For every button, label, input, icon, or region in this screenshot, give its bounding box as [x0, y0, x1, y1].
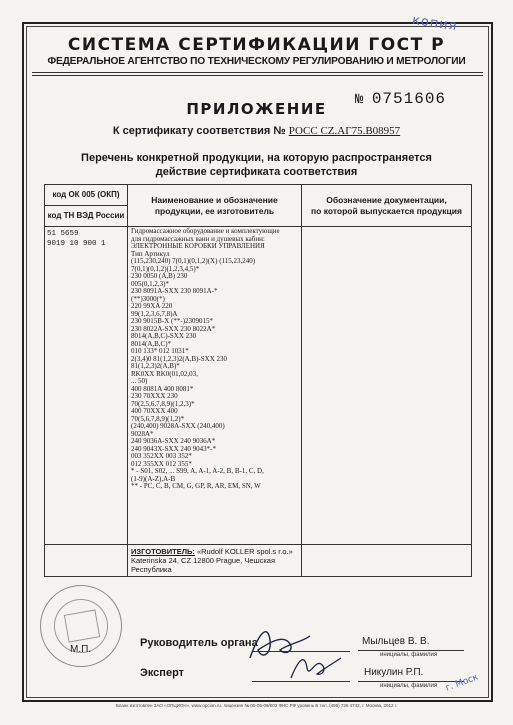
list-title-line1: Перечень конкретной продукции, на которую распространяется [81, 152, 432, 164]
manufacturer-cell [128, 545, 302, 577]
doc-header-line1: Обозначение документации, [326, 194, 447, 205]
manufacturer-doc-cell [302, 545, 472, 577]
product-line: (240,400) 9028A-SXX (240,400) [131, 422, 225, 430]
footer-note: Бланк изготовлен ЗАО «ОПЦИОН», www.opcion.ru, лицензия № 05-05-09/003 ФНС РФ уровень Б тел. (495) 726 4742, г. Москва, 2012 г. [115, 703, 398, 708]
code-header-cell [45, 185, 128, 227]
product-line: 230 8091A-SXX 230 8091A-* [131, 287, 218, 295]
product-header-line1: Наименование и обозначение [151, 194, 278, 205]
product-line: 8014(A,B,C)-SXX 230 [131, 332, 197, 340]
product-header [128, 185, 302, 227]
product-list [131, 228, 298, 491]
code-cell [45, 227, 128, 545]
product-line: 220 99XA 220 [131, 302, 173, 310]
seal-emblem [64, 609, 100, 642]
head-name-line [358, 650, 464, 651]
product-line: 230 0050 (A,B) 230 [131, 272, 188, 280]
product-line: 010 133* 012 1031* [131, 347, 189, 355]
header-rule [32, 72, 483, 73]
expert-label: Эксперт [140, 667, 185, 679]
product-line: 012 355XX 012 355* [131, 459, 192, 468]
product-table [44, 184, 472, 577]
product-line: 7(0,1)(0,1,2)(1,2,3,4,5)* [131, 264, 200, 273]
doc-header-line2: по которой выпускается продукция [311, 205, 462, 216]
product-line: 9028A* [131, 429, 154, 438]
product-line: 70(2,5,6,7,8,9)(1,2,3)* [131, 399, 195, 408]
product-header-line2: продукции, ее изготовитель [154, 205, 275, 216]
stamp-label: М.П. [70, 644, 92, 655]
certificate-line [0, 125, 513, 137]
product-line: ... 50) [131, 377, 148, 385]
system-title: СИСТЕМА СЕРТИФИКАЦИИ ГОСТ Р [67, 35, 446, 55]
tnved-header: код ТН ВЭД России [45, 205, 127, 226]
product-line: 2(3,4)0 81(1,2,3)2(A,B)-SXX 230 [131, 354, 228, 363]
head-name: Мыльцев В. В. [362, 636, 430, 647]
product-line: 70(5,6,7,8,9)(1,2)* [131, 414, 185, 423]
product-line: для гидромассажных ванн и душевых кабин: [131, 234, 265, 243]
agency-title: ФЕДЕРАЛЬНОЕ АГЕНТСТВО ПО ТЕХНИЧЕСКОМУ РЕГУЛИРОВАНИЮ И МЕТРОЛОГИИ [47, 56, 466, 67]
head-caption: инициалы, фамилия [380, 652, 438, 658]
product-line: 400 70XXX 400 [131, 407, 178, 415]
doc-cell [302, 227, 472, 545]
product-line: ЭЛЕКТРОННЫЕ КОРОБКИ УПРАВЛЕНИЯ [131, 242, 265, 250]
expert-signature [285, 650, 345, 684]
expert-name: Никулин Р.П. [364, 667, 424, 678]
product-line: 230 9015B-X (**-)2309015* [131, 317, 214, 325]
copy-stamp: копия [411, 12, 459, 35]
product-line: 400 8081A 400 8081* [131, 384, 194, 393]
list-title-line2: действие сертификата соответствия [155, 166, 358, 178]
document-title: ПРИЛОЖЕНИЕ [186, 100, 327, 118]
manufacturer-label: ИЗГОТОВИТЕЛЬ: [131, 547, 195, 556]
table-body-row [45, 227, 472, 545]
product-line: (1-9)(A-Z),A-B [131, 474, 176, 483]
product-line: 81(1,2,3)2(A,B)* [131, 362, 180, 370]
manufacturer-address2: Республика [131, 565, 172, 574]
head-label: Руководитель органа [140, 637, 258, 649]
certificate-label: К сертификату соответствия № [112, 125, 286, 137]
product-line: (**)3000(*) [131, 294, 165, 303]
header-rule-2 [32, 75, 483, 76]
tnved-code: 9019 10 900 1 [47, 240, 106, 248]
corner-stamp: г. Моск [444, 672, 480, 694]
manufacturer-row [45, 545, 472, 577]
product-cell [128, 227, 302, 545]
product-line: RK0XX RK0(01,02,03, [131, 369, 198, 378]
product-line: 003 352XX 003 352* [131, 452, 192, 460]
manufacturer-empty-cell [45, 545, 128, 577]
product-line: Тип Артикул [131, 249, 170, 258]
product-line: 230 70XXX 230 [131, 392, 178, 400]
product-line: 8014(A,B,C)* [131, 339, 172, 348]
number-prefix: № [355, 92, 364, 108]
product-line: 240 9043X-SXX 240 9043*-* [131, 444, 216, 453]
table-header-row [45, 185, 472, 227]
product-line: 240 9036A-SXX 240 9036A* [131, 437, 216, 445]
product-line: 99(1,2,3,6,7,8)A [131, 309, 178, 318]
manufacturer-address1: Katerinska 24, CZ 12800 Prague, Чешская [131, 556, 276, 565]
product-line: ** - PC, C, B, CM, G, GP, R, AR, EM, SN, W [131, 482, 261, 490]
product-line: 005(0,1,2,3)* [131, 279, 169, 288]
expert-caption: инициалы, фамилия [380, 683, 438, 689]
number-value: 0751606 [371, 90, 447, 108]
doc-header [302, 185, 472, 227]
product-line: * - S01, S02, ... S99, A, A-1, A-2, B, B-1, C, D, [131, 467, 264, 475]
okp-header: код ОК 005 (ОКП) [52, 190, 120, 199]
product-line: (115,230,240) 7(0,1)(0,1,2)(X) (115,23,240) [131, 257, 256, 265]
manufacturer-name: «Rudolf KOLLER spol.s r.o.» [196, 547, 293, 556]
product-line: 230 8022A-SXX 230 8022A* [131, 324, 216, 333]
okp-code: 51 5659 [47, 230, 79, 238]
certificate-number: РОСС CZ.АГ75.В08957 [288, 125, 401, 137]
product-line: Гидромассажное оборудование и комплектующие [131, 227, 280, 235]
